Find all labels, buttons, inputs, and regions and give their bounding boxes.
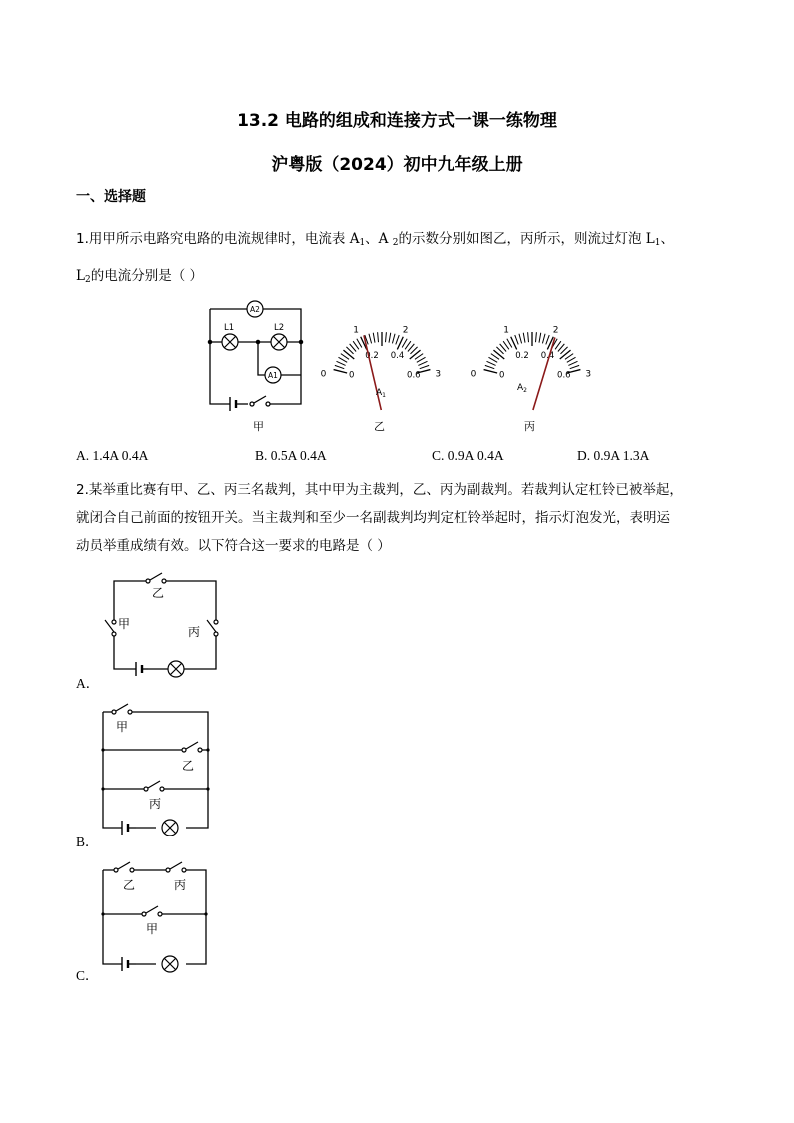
subscript: 2 bbox=[392, 238, 399, 248]
label-yi: 乙 bbox=[152, 586, 165, 600]
label-yi: 乙 bbox=[182, 759, 195, 773]
option-a[interactable]: A. 1.4A 0.4A bbox=[76, 448, 149, 463]
q1-text-part1: 1.用甲所示电路究电路的电流规律时，电流表 bbox=[76, 231, 346, 247]
subscript: 1 bbox=[359, 238, 366, 248]
label-bing: 丙 bbox=[188, 625, 201, 639]
switch-yi bbox=[146, 573, 166, 583]
label-bing: 丙 bbox=[149, 797, 162, 811]
meter-tick-label: 0 bbox=[348, 370, 355, 381]
separator: 、 bbox=[365, 231, 379, 247]
meter-tick bbox=[389, 333, 391, 343]
meter-tick bbox=[570, 365, 579, 368]
battery-icon bbox=[136, 662, 148, 676]
meter-tick bbox=[515, 335, 518, 344]
meter-tick bbox=[567, 357, 576, 362]
circuit-option-b bbox=[96, 694, 216, 836]
figure-jia-label: 甲 bbox=[253, 420, 264, 433]
meter-tick bbox=[402, 339, 407, 348]
meter-tick-label: 0.2 bbox=[515, 350, 529, 361]
option-b-label[interactable]: B． bbox=[76, 834, 99, 849]
section-heading: 一、选择题 bbox=[76, 189, 146, 205]
switch-jia bbox=[142, 906, 162, 916]
meter-tick-label: 1 bbox=[353, 325, 360, 336]
question-2-line-1: 2.某举重比赛有甲、乙、丙三名裁判，其中甲为主裁判，乙、丙为副裁判。若裁判认定杠铃已被举起， bbox=[76, 482, 683, 498]
meter-tick bbox=[485, 365, 494, 368]
meter-tick-label: 0 bbox=[498, 370, 505, 381]
meter-tick bbox=[418, 361, 427, 365]
meter-tick-label: 0.2 bbox=[365, 350, 379, 361]
question-1-line-1 bbox=[76, 227, 674, 248]
meter-tick bbox=[486, 361, 495, 365]
figure-yi-label: 乙 bbox=[374, 420, 385, 433]
meter-tick bbox=[373, 333, 375, 343]
lamp-icon bbox=[162, 820, 178, 836]
meter-tick bbox=[386, 332, 387, 342]
meter-tick bbox=[405, 341, 411, 349]
meter-tick-label: 0.4 bbox=[390, 350, 405, 361]
meter-tick-label: 1 bbox=[503, 325, 510, 336]
page-title: 13.2 电路的组成和连接方式一课一练物理 bbox=[237, 111, 557, 131]
option-c[interactable]: C. 0.9A 0.4A bbox=[432, 448, 504, 463]
meter-tick-label: 3 bbox=[435, 369, 442, 380]
meter-tick bbox=[396, 335, 399, 344]
meter-needle bbox=[364, 335, 381, 410]
meter-needle bbox=[533, 338, 555, 410]
meter-tick-label: 2 bbox=[552, 325, 559, 336]
meter-tick bbox=[542, 334, 545, 344]
ammeter-a1-symbol bbox=[265, 367, 281, 383]
switch-bing bbox=[207, 620, 218, 636]
question-1-line-2 bbox=[76, 264, 203, 285]
battery-icon bbox=[122, 957, 136, 971]
circuit-c-wires bbox=[103, 870, 206, 964]
meter-tick bbox=[357, 339, 362, 348]
option-b[interactable]: B. 0.5A 0.4A bbox=[255, 448, 327, 463]
figure-bing-label: 丙 bbox=[524, 420, 535, 433]
lamp-icon bbox=[162, 956, 178, 972]
ammeter-a2-ref bbox=[379, 231, 399, 247]
circuit-option-c bbox=[96, 852, 216, 976]
ammeter-letter: A bbox=[378, 231, 389, 247]
meter-tick bbox=[484, 370, 498, 373]
meter-tick bbox=[539, 333, 541, 343]
lamp-l1-label: L1 bbox=[224, 323, 235, 333]
lamp-letter: L bbox=[645, 231, 655, 247]
meter-tick bbox=[369, 334, 372, 344]
meter-tick bbox=[528, 332, 529, 342]
meter-tick-label: 0.4 bbox=[540, 350, 555, 361]
meter-tick bbox=[353, 341, 359, 349]
switch-jia bbox=[105, 620, 116, 636]
meter-tick-label: 0.6 bbox=[407, 370, 421, 381]
meter-tick bbox=[546, 335, 549, 344]
meter-tick bbox=[410, 350, 421, 359]
meter-tick-label: 0 bbox=[470, 369, 477, 380]
meter-tick bbox=[503, 341, 509, 349]
option-c-label[interactable]: C． bbox=[76, 968, 99, 983]
meter-tick bbox=[555, 341, 561, 349]
ammeter-a2-symbol bbox=[247, 301, 263, 317]
circuit-jia bbox=[208, 309, 302, 411]
label-jia: 甲 bbox=[146, 922, 159, 936]
meter-tick bbox=[417, 357, 426, 362]
meter-tick bbox=[343, 350, 354, 359]
switch-yi bbox=[114, 862, 134, 872]
question-2-line-3: 动员举重成绩有效。以下符合这一要求的电路是（ ） bbox=[76, 538, 391, 554]
label-jia: 甲 bbox=[116, 720, 129, 734]
meter-yi-a1-label: $A_1$ bbox=[376, 388, 386, 399]
meter-bing-a2-label: $A_2$ bbox=[517, 383, 527, 394]
switch-yi bbox=[182, 742, 202, 752]
subscript: 2 bbox=[84, 275, 91, 285]
lamp-l2-symbol bbox=[271, 323, 287, 350]
q1-figure bbox=[200, 294, 610, 436]
meter-tick bbox=[519, 334, 522, 344]
meter-tick bbox=[560, 350, 571, 359]
meter-tick bbox=[335, 365, 344, 368]
lamp-icon bbox=[168, 661, 184, 677]
meter-tick bbox=[536, 332, 537, 342]
meter-tick bbox=[392, 334, 395, 344]
label-jia: 甲 bbox=[118, 617, 131, 631]
separator: 、 bbox=[660, 231, 674, 247]
switch-bing bbox=[144, 781, 164, 791]
meter-tick bbox=[507, 339, 512, 348]
meter-tick-label: 3 bbox=[585, 369, 592, 380]
q1-text-part2: 的示数分别如图乙，丙所示，则流过灯泡 bbox=[398, 231, 642, 247]
option-d[interactable]: D. 0.9A 1.3A bbox=[577, 448, 650, 463]
q1-text-end: 的电流分别是（ ） bbox=[90, 268, 203, 284]
switch-bing bbox=[166, 862, 186, 872]
lamp-l2-label: L2 bbox=[274, 323, 285, 333]
question-2-line-2: 就闭合自己前面的按钮开关。当主裁判和至少一名副裁判均判定杠铃举起时，指示灯泡发光，表明运 bbox=[76, 510, 670, 526]
lamp-letter: L bbox=[76, 268, 85, 284]
lamp-l1-ref bbox=[641, 231, 660, 247]
switch-jia bbox=[112, 704, 132, 714]
lamp-l1-symbol bbox=[222, 323, 238, 350]
meter-tick bbox=[488, 357, 497, 362]
ammeter-letter: A bbox=[349, 231, 360, 247]
meter-tick bbox=[493, 350, 504, 359]
option-a-label[interactable]: A． bbox=[76, 676, 100, 691]
meter-tick-label: 2 bbox=[402, 325, 409, 336]
meter-tick bbox=[338, 357, 347, 362]
battery-icon bbox=[122, 821, 136, 835]
page-subtitle: 沪粤版（2024）初中九年级上册 bbox=[271, 155, 523, 175]
subscript: 2 bbox=[523, 387, 527, 394]
subscript: 1 bbox=[382, 392, 386, 399]
meter-tick-label: 0.6 bbox=[557, 370, 571, 381]
label-bing: 丙 bbox=[174, 878, 187, 892]
meter-tick bbox=[420, 365, 429, 368]
ammeter-a1-label: A1 bbox=[268, 371, 278, 380]
meter-tick bbox=[378, 332, 379, 342]
meter-tick-label: 0 bbox=[320, 369, 327, 380]
circuit-option-a bbox=[96, 566, 226, 684]
meter-tick bbox=[334, 370, 348, 373]
meter-tick bbox=[568, 361, 577, 365]
label-yi: 乙 bbox=[123, 878, 136, 892]
lamp-l2-ref bbox=[76, 268, 91, 284]
ammeter-a1-ref bbox=[345, 231, 365, 247]
meter-tick bbox=[523, 333, 525, 343]
ammeter-a2-label: A2 bbox=[250, 305, 260, 314]
subscript: 1 bbox=[654, 238, 661, 248]
meter-bing bbox=[471, 326, 592, 410]
meter-tick bbox=[336, 361, 345, 365]
